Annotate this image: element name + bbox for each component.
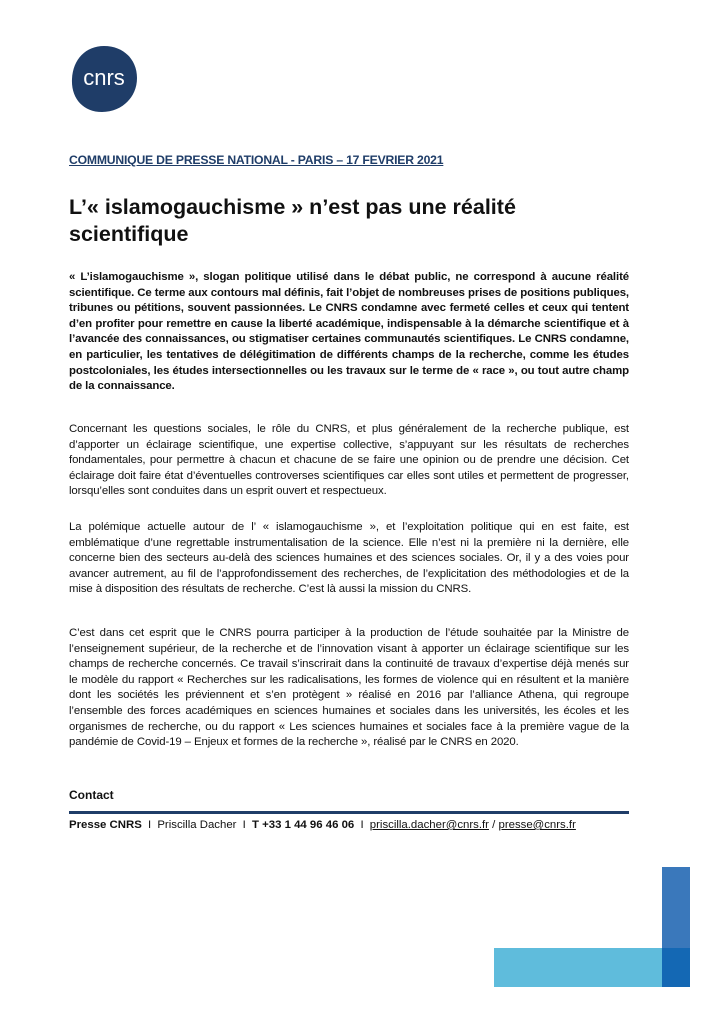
separator: I: [147, 819, 152, 831]
contact-phone: T +33 1 44 96 46 06: [251, 819, 355, 831]
page-title: L’« islamogauchisme » n’est pas une réalité scientifique: [69, 195, 516, 246]
cnrs-logo: [69, 44, 139, 114]
separator: I: [360, 819, 364, 831]
body-paragraph: C’est dans cet esprit que le CNRS pourra participer à la production de l’étude souhaitée par la Ministre de l’enseignement supérieur, de la recherche et de l’innovation visant à apporter un éclairage scientifique sur les champs de recherche concernés. Ce travail s’inscrirait dans la continuité de travaux d’expertise déjà menés sur le modèle du rapport « Recherches sur les radicalisations, les formes de violence qui en résultent et la manière dont les sociétés les préviennent et s’en protègent » réalisé en 2016 par l’alliance Athena, qui regroupe l’ensemble des forces académiques en sciences humaines et sociales dans les universités, les écoles et les organismes de recherche, ou du rapport « Les sciences humaines et sociales face à la première vague de la pandémie de Covid-19 – Enjeux et formes de la recherche », réalisé par le CNRS en 2020.: [69, 627, 629, 749]
decorative-bar-horizontal: [494, 948, 690, 987]
body-paragraph: Concernant les questions sociales, le rôle du CNRS, et plus généralement de la recherche publique, est d’apporter un éclairage scientifique, une expertise collective, s’appuyant sur les résultats de recherches fondamentales, pour permettre à chacun et chacune de se faire une opinion ou de prendre une décision. Cet éclairage doit faire état d’éventuelles controverses scientifiques car elles sont utiles et permettent de progresser, lorsqu’elles sont conduites dans un esprit ouvert et respectueux.: [69, 423, 629, 498]
decorative-bar-overlap: [662, 948, 690, 987]
press-release-header: COMMUNIQUE DE PRESSE NATIONAL - PARIS – 17 FEVRIER 2021: [69, 153, 444, 167]
email-link-presse[interactable]: presse@cnrs.fr: [498, 819, 576, 831]
logo-text: cnrs: [83, 65, 125, 90]
lead-paragraph: « L’islamogauchisme », slogan politique utilisé dans le débat public, ne correspond à aucune réalité scientifique. Ce terme aux contours mal définis, fait l’objet de nombreuses prises de positions publiques, tribunes ou pétitions, souvent passionnées. Le CNRS condamne avec fermeté celles et ceux qui tentent d’en profiter pour remettre en cause la liberté académique, indispensable à la démarche scientifique et à l’avancée des connaissances, ou stigmatiser certaines communautés scientifiques. Le CNRS condamne, en particulier, les tentatives de délégitimation de différents champs de la recherche, comme les études postcoloniales, les études intersectionnelles ou les travaux sur le terme de « race », ou tout autre champ de la connaissance.: [69, 271, 629, 393]
body-paragraph: La polémique actuelle autour de l’ « islamogauchisme », et l’exploitation politique qui en est faite, est emblématique d’une regrettable instrumentalisation de la science. Elle n’est ni la première ni la dernière, elle concerne bien des secteurs au-delà des sciences humaines et des sciences sociales. Or, il y a des voies pour avancer autrement, au fil de l’approfondissement des recherches, de l’explicitation des méthodologies et de la mise à disposition des résultats de recherche. C’est là aussi la mission du CNRS.: [69, 521, 629, 596]
contact-name: Priscilla Dacher: [157, 819, 237, 831]
contact-heading: Contact: [69, 788, 114, 802]
email-link-priscilla[interactable]: priscilla.dacher@cnrs.fr: [369, 819, 489, 831]
separator: I: [242, 819, 246, 831]
slash-separator: /: [492, 819, 496, 831]
contact-divider: [69, 811, 629, 814]
contact-org: Presse CNRS: [69, 819, 142, 831]
contact-details: [69, 819, 576, 831]
